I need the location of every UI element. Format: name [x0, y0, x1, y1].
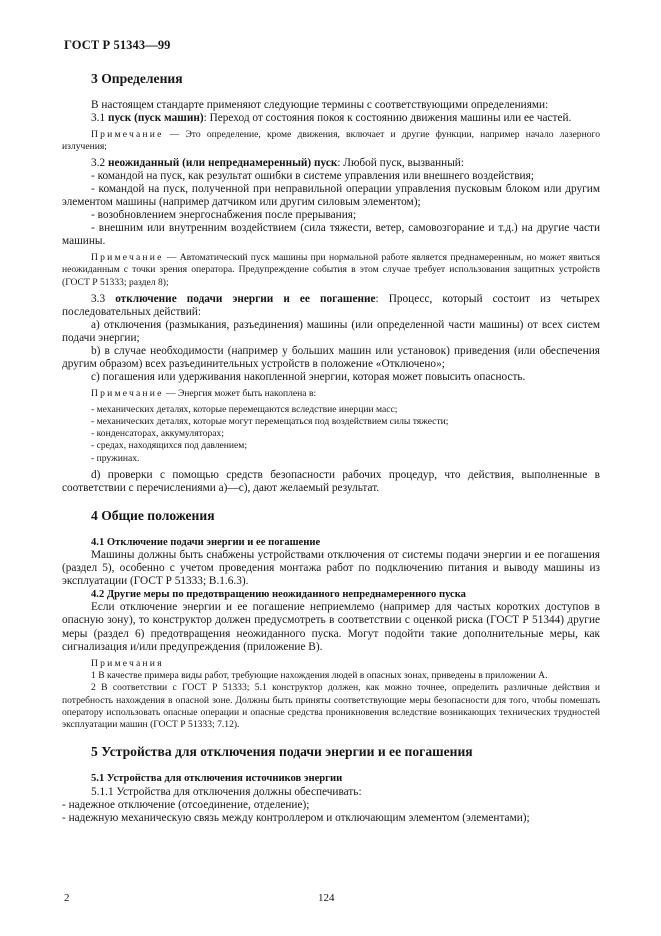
- list-item: с) погашения или удерживания накопленной энергии, которая может повысить опасность.: [91, 371, 526, 384]
- term-3-1-name: пуск (пуск машин): [107, 112, 204, 125]
- page-number-left: 2: [64, 892, 70, 904]
- section-3-title: 3 Определения: [91, 71, 183, 86]
- term-3-1: 3.1 пуск (пуск машин): Переход от состояния покоя к состоянию движения машины или ее частей.: [91, 112, 572, 125]
- list-item: - командой на пуск, как результат ошибки в системе управления или внешнего воздействия;: [91, 169, 534, 182]
- subsection-5-1-title: 5.1 Устройства для отключения источников энергии: [91, 773, 343, 785]
- list-item: - внешним или внутренним воздействием (сила тяжести, ветер, самовозгорание и т.д.) на другие части машины.: [62, 221, 600, 248]
- note-list-item: - механических деталях, которые перемещаются вследствие инерции масс;: [91, 403, 398, 415]
- document-header: ГОСТ Р 51343—99: [64, 38, 171, 52]
- note-label: Примечание: [91, 252, 164, 264]
- paragraph-4-1: Машины должны быть снабжены устройствами отключения от системы подачи энергии и ее погашения (раздел 5), особенно с учетом проведения монтажа работ по подключению питания и выводу машины из эксплуатации (ГОСТ Р 51333; В.1.6.3).: [62, 549, 600, 588]
- note-3-2: Примечание — Автоматический пуск машины при нормальной работе является преднамеренным, но может явиться неожиданным с точки зрения оператора. Предупреждение события в этом случае требует использования защитных устройств (ГОСТ Р 51333; раздел 8);: [62, 252, 600, 288]
- note-list-item: - конденсаторах, аккумуляторах;: [91, 428, 225, 440]
- term-3-3-name: отключение подачи энергии и ее погашение: [115, 292, 376, 305]
- list-item: - надежное отключение (отсоединение, отделение);: [62, 798, 310, 811]
- list-item: - возобновлением энергоснабжения после прерывания;: [91, 208, 357, 221]
- document-body: [62, 70, 600, 825]
- list-item: а) отключения (размыкания, разъединения) машины (или определенной части машины) от всех систем подачи энергии;: [62, 319, 600, 345]
- section-4-title: 4 Общие положения: [91, 508, 215, 524]
- note-label: Примечание: [91, 388, 164, 400]
- subsection-4-1-title: 4.1 Отключение подачи энергии и ее погашение: [91, 537, 321, 549]
- section-3-intro: В настоящем стандарте применяют следующие термины с соответствующими определениями:: [91, 99, 549, 112]
- note-4-1: 1 В качестве примера виды работ, требующие нахождения людей в опасных зонах, приведены в приложении А.: [91, 669, 548, 681]
- term-3-2-name: неожиданный (или непреднамеренный) пуск: [107, 156, 338, 169]
- list-item: - командой на пуск, полученной при неправильной операции управления пусковым блоком или другим элементом машины (например датчиком или другим силовым элементом);: [62, 182, 600, 208]
- note-label: Примечание: [91, 129, 164, 141]
- list-item: - надежную механическую связь между контроллером и отключающим элементом (элементами);: [62, 811, 530, 824]
- note-list-item: - механических деталях, которые могут перемещаться под воздействием силы тяжести;: [91, 415, 449, 427]
- paragraph-4-2: Если отключение энергии и ее погашение неприемлемо (например для частых коротких доступов в опасную зону), то конструктор должен предусмотреть в соответствии с оценкой риска (ГОСТ Р 51344) другие меры (раздел 6) предотвращения неожиданного пуска. Могут подойти такие дополнительные меры, как сигнализация и/или предупреждения (приложение В).: [62, 601, 600, 653]
- term-3-3: 3.3 отключение подачи энергии и ее погашение: Процесс, который состоит из четырех последовательных действий:: [62, 292, 600, 318]
- list-item: d) проверки с помощью средств безопасности рабочих процедур, что действия, выполненные в соответствии с перечислениями а)—с), дают желаемый результат.: [62, 469, 600, 495]
- note-3-3: Примечание — Энергия может быть накоплена в:: [91, 388, 317, 400]
- term-3-2: 3.2 неожиданный (или непреднамеренный) пуск: Любой пуск, вызванный:: [91, 156, 464, 169]
- note-list-item: - средах, находящихся под давлением;: [91, 440, 248, 452]
- notes-label: Примечания: [91, 657, 164, 669]
- section-5-title: 5 Устройства для отключения подачи энергии и ее погашения: [91, 744, 473, 760]
- paragraph-5-1-1: 5.1.1 Устройства для отключения должны обеспечивать:: [91, 785, 362, 798]
- list-item: b) в случае необходимости (например у больших машин или установок) приведения (или обеспечения другим образом) всех разъединительных устройств в положение «Отключено»;: [62, 345, 600, 371]
- note-list-item: - пружинах.: [91, 452, 140, 464]
- note-3-1: Примечание — Это определение, кроме движения, включает и другие функции, например начало лазерного излучения;: [62, 129, 600, 153]
- subsection-4-2-title: 4.2 Другие меры по предотвращению неожиданного непреднамеренного пуска: [91, 589, 466, 601]
- page-number-center: 124: [318, 892, 335, 904]
- note-4-2: 2 В соответствии с ГОСТ Р 51333; 5.1 конструктор должен, как можно точнее, определить различные действия и потребность нахождения в опасной зоне. Должны быть приняты соответствующие меры безопасности для того, чтобы помешать оператору использовать опасные операции и опасные средства проникновения вследствие возникающих технических трудностей эксплуатации машин (ГОСТ Р 51333; 7.12).: [62, 682, 600, 731]
